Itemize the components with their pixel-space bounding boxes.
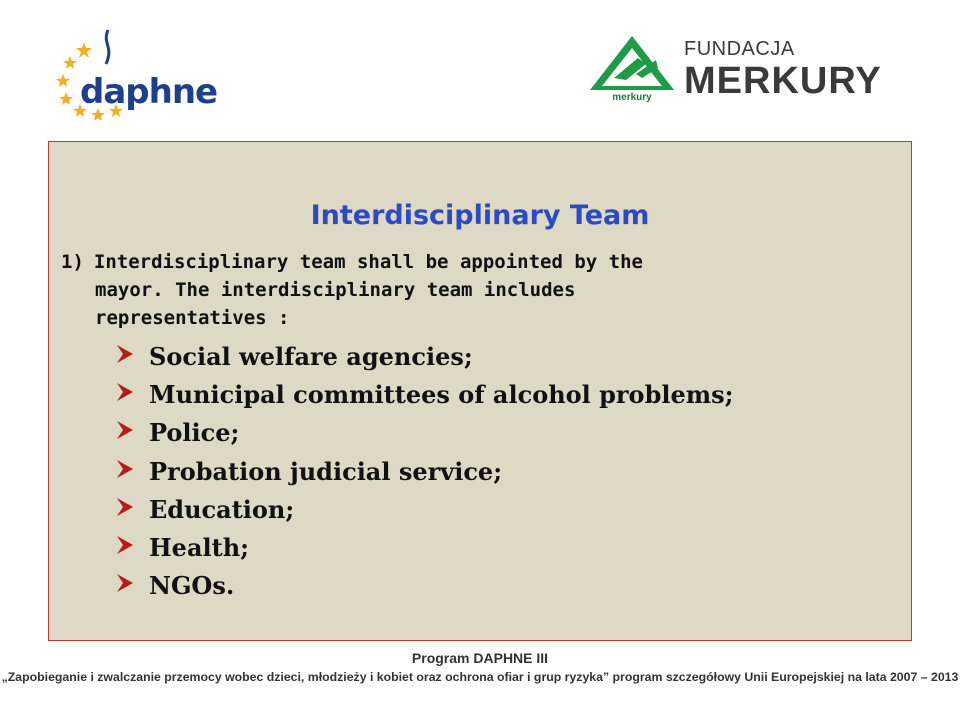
intro-number: 1): [61, 251, 84, 273]
list-item-text: Education;: [149, 494, 295, 524]
daphne-wordmark: daphne: [80, 72, 218, 112]
footer-program-title: Program DAPHNE III: [411, 650, 549, 666]
arrow-bullet-icon: [115, 458, 149, 485]
list-item: [115, 567, 895, 605]
list-item-text: Police;: [149, 418, 240, 448]
merkury-mark-icon: [586, 34, 678, 94]
list-item-text: Health;: [149, 533, 250, 563]
merkury-mark-label: merkury: [612, 92, 652, 103]
intro-line-2: mayor. The interdisciplinary team includes: [95, 279, 576, 301]
intro-paragraph: [61, 248, 841, 332]
content-box: [48, 141, 912, 641]
list-item: [115, 375, 895, 413]
list-item: [115, 414, 895, 452]
arrow-bullet-icon: [115, 534, 149, 561]
daphne-logo: [52, 24, 252, 120]
arrow-bullet-icon: [115, 496, 149, 523]
merkury-wordmark: MERKURY: [684, 60, 882, 102]
member-list: [115, 337, 895, 605]
arrow-bullet-icon: [115, 572, 149, 599]
arrow-bullet-icon: [115, 419, 149, 446]
list-item-text: Probation judicial service;: [149, 456, 503, 486]
list-item: [115, 490, 895, 528]
merkury-logo: [586, 34, 896, 110]
arrow-bullet-icon: [115, 381, 149, 408]
arrow-bullet-icon: [115, 343, 149, 370]
footer-program-description: „Zapobieganie i zwalczanie przemocy wobec dzieci, młodzieży i kobiet oraz ochrona ofiar i grup ryzyka” program szczegółowy Unii Europejskiej na lata 2007 – 2013: [1, 670, 959, 684]
list-item: [115, 452, 895, 490]
list-item: [115, 337, 895, 375]
list-item: [115, 528, 895, 566]
intro-line: [61, 248, 841, 276]
slide-title: Interdisciplinary Team: [310, 200, 650, 231]
intro-line-3: representatives :: [95, 307, 290, 329]
list-item-text: Municipal committees of alcohol problems;: [149, 379, 734, 409]
fundacja-label: FUNDACJA: [684, 38, 795, 60]
list-item-text: Social welfare agencies;: [149, 341, 473, 371]
list-item-text: NGOs.: [149, 571, 235, 601]
intro-line-1: Interdisciplinary team shall be appointed by the: [93, 251, 643, 273]
